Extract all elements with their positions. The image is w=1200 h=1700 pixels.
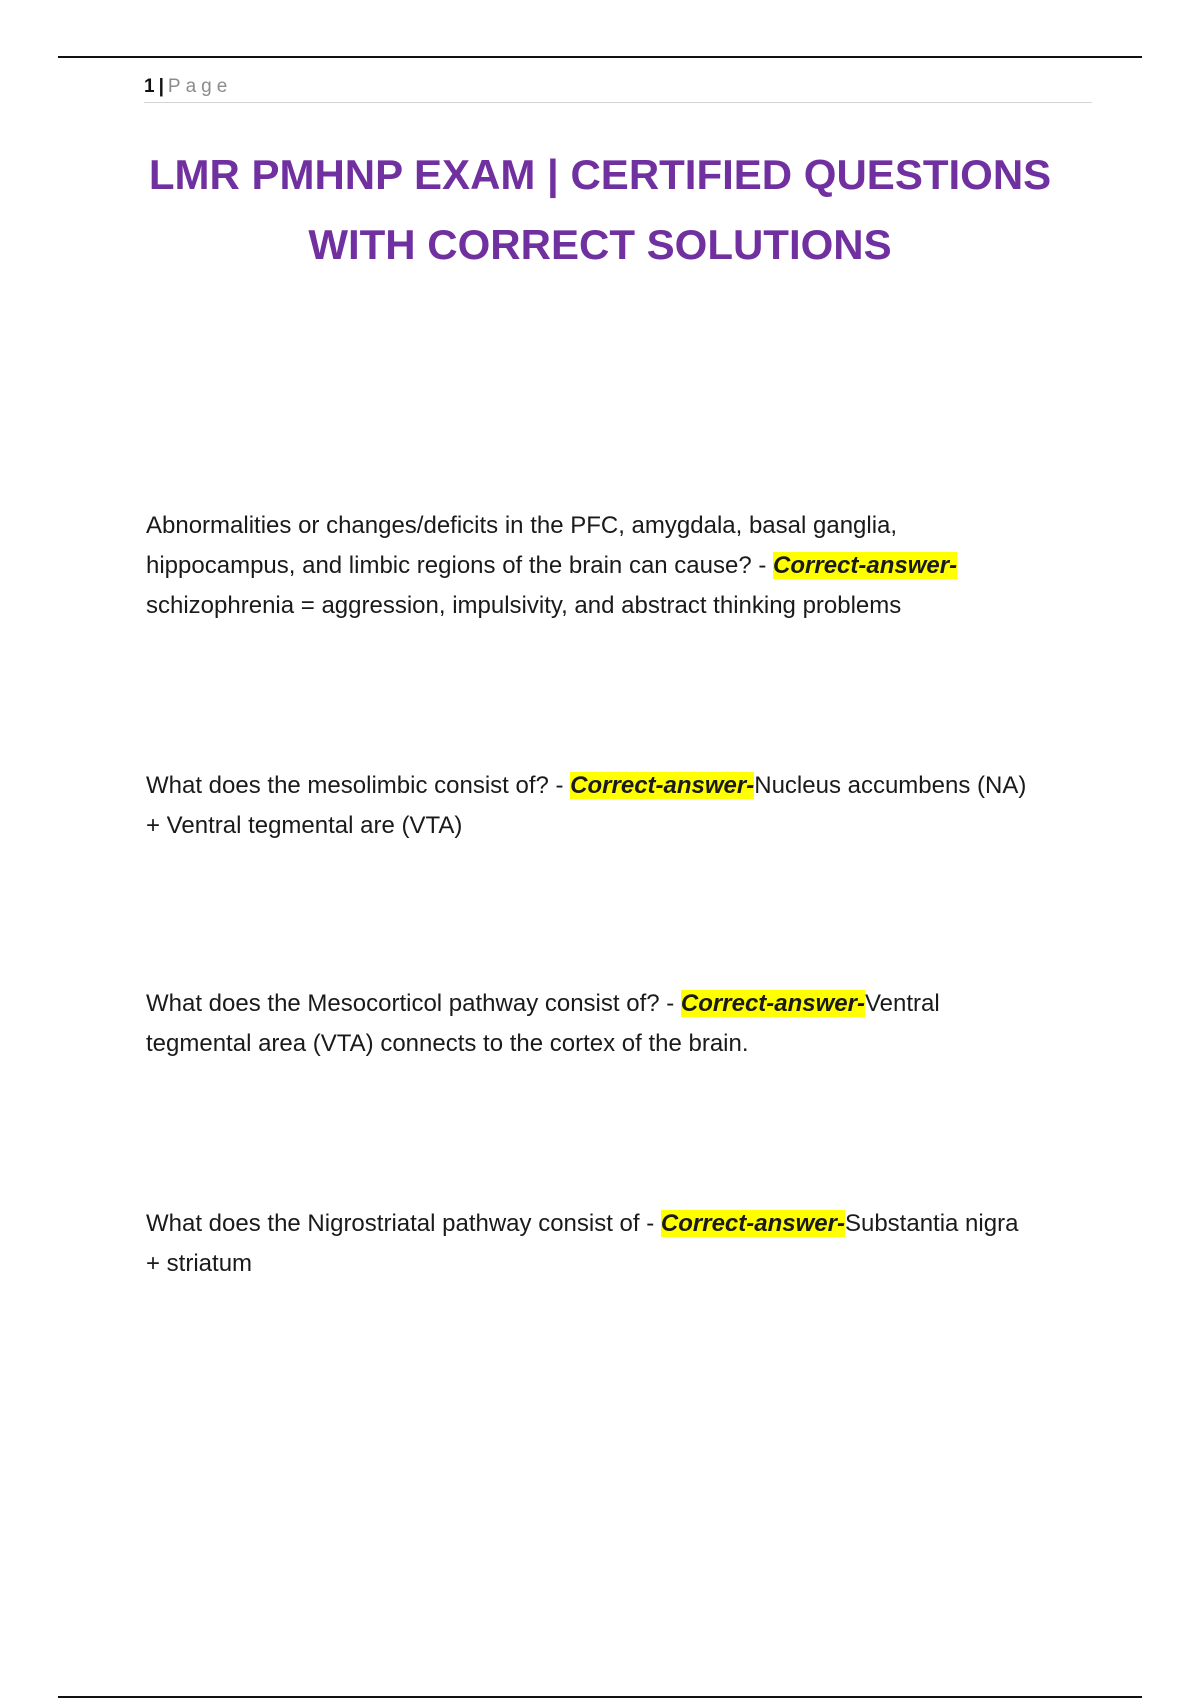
- correct-answer-marker: Correct-answer-: [660, 1210, 845, 1237]
- question-text-part: hippocampus, and limbic regions of the brain can cause? -: [146, 552, 774, 579]
- answer-text: Ventral: [864, 990, 940, 1017]
- correct-answer-marker: Correct-answer-: [570, 772, 755, 799]
- document-title: [100, 140, 1100, 280]
- bottom-border-line: [58, 1696, 1142, 1698]
- title-line-1: LMR PMHNP EXAM | CERTIFIED QUESTIONS: [148, 151, 1052, 198]
- qa-item: [146, 1204, 1086, 1284]
- qa-item: [146, 506, 1086, 626]
- question-text: What does the mesolimbic consist of? -: [146, 772, 571, 799]
- title-line-2: WITH CORRECT SOLUTIONS: [308, 221, 892, 268]
- question-text: Abnormalities or changes/deficits in the PFC, amygdala, basal ganglia,: [146, 512, 898, 539]
- page-header: [144, 74, 1092, 103]
- answer-text-continued: + striatum: [146, 1250, 253, 1277]
- answer-text: schizophrenia = aggression, impulsivity, and abstract thinking problems: [146, 592, 902, 619]
- question-text-continued: [146, 546, 1086, 586]
- correct-answer-marker: Correct-answer-: [680, 990, 865, 1017]
- top-border-line: [58, 56, 1142, 58]
- answer-text: Nucleus accumbens (NA): [754, 772, 1027, 799]
- question-answer-line: [146, 766, 1086, 806]
- question-answer-line: [146, 984, 1086, 1024]
- qa-item: [146, 766, 1086, 846]
- answer-text: Substantia nigra: [844, 1210, 1019, 1237]
- page-separator: |: [158, 76, 164, 97]
- page-label: Page: [167, 76, 233, 97]
- qa-item: [146, 984, 1086, 1064]
- correct-answer-marker: Correct-answer-: [773, 552, 958, 579]
- answer-text-continued: + Ventral tegmental are (VTA): [146, 812, 463, 839]
- page-number: 1: [144, 76, 155, 97]
- question-text: What does the Nigrostriatal pathway consist of -: [146, 1210, 661, 1237]
- answer-text-continued: tegmental area (VTA) connects to the cortex of the brain.: [146, 1030, 749, 1057]
- question-answer-line: [146, 1204, 1086, 1244]
- question-text: What does the Mesocorticol pathway consist of? -: [146, 990, 681, 1017]
